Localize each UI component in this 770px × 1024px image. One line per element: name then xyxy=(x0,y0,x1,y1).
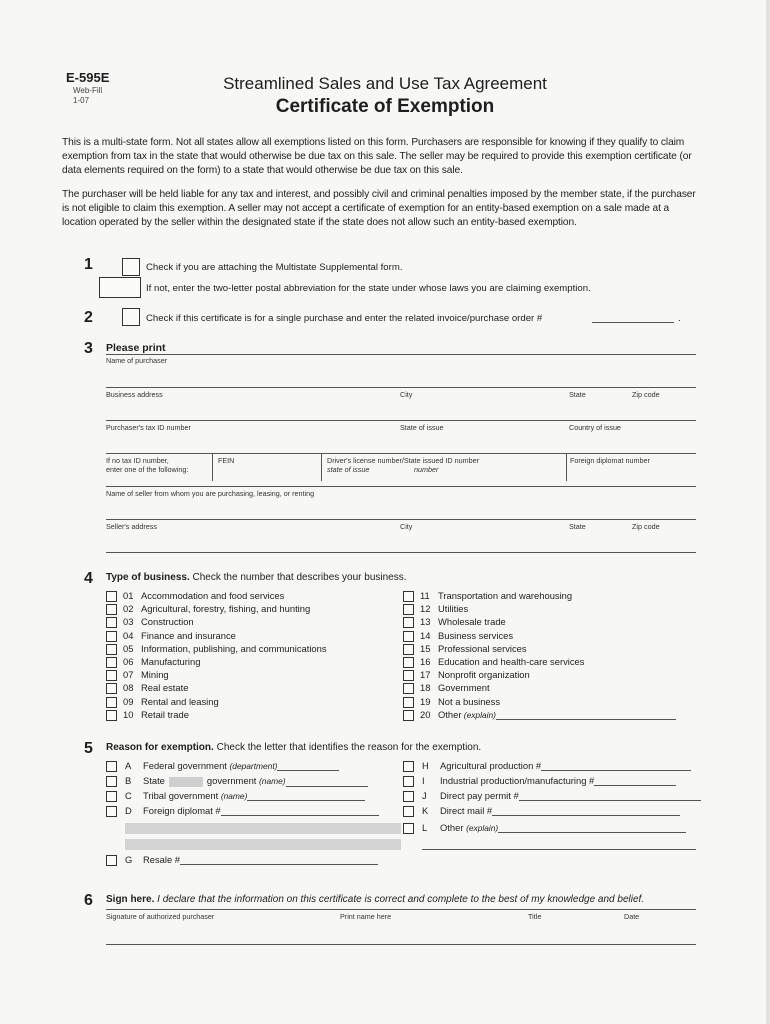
section-2-end: . xyxy=(678,313,681,324)
type-of-business-heading xyxy=(106,572,407,583)
reason-l-checkbox[interactable] xyxy=(403,823,414,834)
reason-j-checkbox[interactable] xyxy=(403,791,414,802)
section-6-number: 6 xyxy=(84,892,93,909)
business-label: Rental and leasing xyxy=(141,695,219,707)
reason-d-checkbox[interactable] xyxy=(106,806,117,817)
tax-id-label: Purchaser's tax ID number xyxy=(106,423,191,432)
section-1-number: 1 xyxy=(84,256,93,273)
diplomat-number-label: Foreign diplomat number xyxy=(570,456,650,465)
reason-c-field[interactable] xyxy=(247,790,365,801)
business-note: (explain) xyxy=(461,709,496,720)
reason-heading xyxy=(106,742,481,753)
business-type-11 xyxy=(420,590,572,601)
business-label: Education and health-care services xyxy=(438,656,585,667)
seller-address-field[interactable] xyxy=(106,519,696,520)
reason-c-checkbox[interactable] xyxy=(106,791,117,802)
reason-d-field[interactable] xyxy=(221,805,379,816)
state-name-redaction xyxy=(169,777,203,787)
reason-g: G Resale # xyxy=(125,854,378,865)
state-abbreviation-label: If not, enter the two-letter postal abbreviation for the state under whose laws you are claiming exemption. xyxy=(146,283,591,294)
business-code: 07 xyxy=(123,669,134,681)
business-code: 08 xyxy=(123,682,134,694)
business-code: 02 xyxy=(123,603,134,615)
reason-k: K Direct mail # xyxy=(422,805,680,816)
date-label: Date xyxy=(624,912,640,921)
resale-number-field[interactable] xyxy=(180,854,378,865)
redacted-area-1 xyxy=(125,823,401,834)
type-of-business-title: Type of business. xyxy=(106,572,190,583)
business-code: 16 xyxy=(420,656,431,667)
business-label: Professional services xyxy=(438,642,527,654)
business-type-05-checkbox[interactable] xyxy=(106,644,117,655)
sign-here-title: Sign here. xyxy=(106,894,155,905)
business-label: Not a business xyxy=(438,695,501,707)
seller-address-label: Seller's address xyxy=(106,522,157,531)
business-type-13-checkbox[interactable] xyxy=(403,617,414,628)
reason-i-checkbox[interactable] xyxy=(403,776,414,787)
business-type-03-checkbox[interactable] xyxy=(106,617,117,628)
business-type-12 xyxy=(420,603,468,614)
business-type-08-checkbox[interactable] xyxy=(106,683,117,694)
business-code: 14 xyxy=(420,629,431,641)
business-label: Information, publishing, and communications xyxy=(141,642,327,654)
reason-k-field[interactable] xyxy=(492,805,680,816)
intro-paragraph-1: This is a multi-state form. Not all states allow all exemptions listed on this form. Purchasers are responsible for knowing if they qualify to claim exemption from tax in the state that would otherwise be due tax on this sale. The seller may be required to provide this exemption certificate (or data elements required on the form) to a state that would otherwise be due tax on this sale. xyxy=(62,137,692,177)
multistate-supplemental-label: Check if you are attaching the Multistate Supplemental form. xyxy=(146,262,403,273)
no-tax-id-label-1: If no tax ID number, xyxy=(106,456,169,465)
business-type-14 xyxy=(420,630,513,641)
section-4-number: 4 xyxy=(84,570,93,587)
state-of-issue-label: State of issue xyxy=(400,423,444,432)
section-3-bottom-line xyxy=(106,552,696,553)
business-address-label: Business address xyxy=(106,390,163,399)
business-type-19-checkbox[interactable] xyxy=(403,697,414,708)
fein-label: FEIN xyxy=(218,456,235,465)
business-type-18 xyxy=(420,682,490,693)
business-label: Mining xyxy=(141,669,169,681)
business-type-12-checkbox[interactable] xyxy=(403,604,414,615)
agreement-title: Streamlined Sales and Use Tax Agreement xyxy=(223,74,547,93)
business-type-07 xyxy=(123,669,169,680)
business-type-17-checkbox[interactable] xyxy=(403,670,414,681)
seller-state-label: State xyxy=(569,522,586,531)
business-label: Utilities xyxy=(438,603,469,615)
business-type-20-checkbox[interactable] xyxy=(403,710,414,721)
business-type-02-checkbox[interactable] xyxy=(106,604,117,615)
redacted-area-2 xyxy=(125,839,401,850)
please-print-heading: Please print xyxy=(106,342,166,354)
reason-a-field[interactable] xyxy=(277,760,339,771)
reason-g-checkbox[interactable] xyxy=(106,855,117,866)
business-type-17 xyxy=(420,669,530,680)
business-type-15-checkbox[interactable] xyxy=(403,644,414,655)
page-title: Certificate of Exemption xyxy=(275,96,495,117)
business-type-14-checkbox[interactable] xyxy=(403,631,414,642)
state-label: State xyxy=(569,390,586,399)
business-type-16 xyxy=(420,656,584,667)
seller-city-label: City xyxy=(400,522,413,531)
signature-bottom-line xyxy=(106,944,696,945)
business-type-15 xyxy=(420,643,527,654)
reason-b-field[interactable] xyxy=(286,776,368,787)
business-type-10-checkbox[interactable] xyxy=(106,710,117,721)
business-type-02 xyxy=(123,603,310,614)
single-purchase-checkbox[interactable] xyxy=(122,308,140,326)
business-label: Retail trade xyxy=(141,708,189,720)
seller-name-label: Name of seller from whom you are purchasing, leasing, or renting xyxy=(106,489,315,498)
business-label: Other xyxy=(438,708,462,720)
dl-state-label: state of issue xyxy=(327,465,370,474)
title-label: Title xyxy=(528,912,542,921)
business-code: 20 xyxy=(420,708,431,720)
reason-h-field[interactable] xyxy=(541,760,691,771)
reason-b-checkbox[interactable] xyxy=(106,776,117,787)
business-code: 13 xyxy=(420,616,431,628)
business-label: Real estate xyxy=(141,682,189,694)
business-code: 01 xyxy=(123,590,134,601)
reason-j-field[interactable] xyxy=(519,790,701,801)
business-type-11-checkbox[interactable] xyxy=(403,591,414,602)
business-code: 10 xyxy=(123,708,134,720)
business-code: 15 xyxy=(420,642,431,654)
business-label: Construction xyxy=(141,616,194,628)
business-type-06-checkbox[interactable] xyxy=(106,657,117,668)
business-type-13 xyxy=(420,616,506,627)
sign-here-line xyxy=(106,894,644,905)
business-label: Government xyxy=(438,682,490,694)
id-divider-1 xyxy=(212,453,213,481)
purchaser-name-field[interactable] xyxy=(106,354,696,355)
multistate-supplemental-checkbox[interactable] xyxy=(122,258,140,276)
declaration-text: I declare that the information on this certificate is correct and complete to the best of my knowledge and belief. xyxy=(157,894,645,905)
business-type-20 xyxy=(420,709,676,720)
section-5-number: 5 xyxy=(84,740,93,757)
tax-id-field[interactable] xyxy=(106,420,696,421)
business-code: 09 xyxy=(123,695,134,707)
business-code: 18 xyxy=(420,682,431,694)
business-address-field[interactable] xyxy=(106,387,696,388)
type-of-business-instruction: Check the number that describes your business. xyxy=(192,572,407,583)
signature-field[interactable] xyxy=(106,909,696,910)
city-label: City xyxy=(400,390,413,399)
business-type-16-checkbox[interactable] xyxy=(403,657,414,668)
business-label: Business services xyxy=(438,629,514,641)
revision-label: 1-07 xyxy=(73,96,90,105)
seller-zip-label: Zip code xyxy=(632,522,660,531)
purchaser-name-label: Name of purchaser xyxy=(106,356,168,365)
reason-h-checkbox[interactable] xyxy=(403,761,414,772)
scan-edge xyxy=(766,0,770,1024)
reason-a-checkbox[interactable] xyxy=(106,761,117,772)
reason-c: C Tribal government (name) xyxy=(125,790,365,801)
reason-i-field[interactable] xyxy=(594,775,676,786)
reason-b: B State government (name) xyxy=(125,775,368,787)
reason-l-field[interactable] xyxy=(498,822,686,833)
business-type-09-checkbox[interactable] xyxy=(106,697,117,708)
business-type-04-checkbox[interactable] xyxy=(106,631,117,642)
business-code: 11 xyxy=(420,590,430,601)
business-type-07-checkbox[interactable] xyxy=(106,670,117,681)
reason-i: I Industrial production/manufacturing # xyxy=(422,775,676,786)
business-label: Nonprofit organization xyxy=(438,669,530,681)
business-type-03 xyxy=(123,616,194,627)
business-label: Accommodation and food services xyxy=(141,590,285,601)
business-type-04 xyxy=(123,630,236,641)
reason-h: H Agricultural production # xyxy=(422,760,691,771)
state-abbreviation-input[interactable] xyxy=(99,277,141,298)
id-row-top-line xyxy=(106,453,696,454)
business-type-19 xyxy=(420,696,500,707)
business-type-01 xyxy=(123,590,284,601)
business-other-field[interactable] xyxy=(496,709,676,720)
business-label: Finance and insurance xyxy=(141,629,236,641)
reason-title: Reason for exemption. xyxy=(106,742,214,753)
intro-paragraph-2: The purchaser will be held liable for any tax and interest, and possibly civil and criminal penalties imposed by the member state, if the purchaser is not eligible to claim this exemption. A seller may not accept a certificate of exemption for an entity-based exemption on a sale made at a location operated by the seller within the designated state if the state does not allow such an entity-based exemption. xyxy=(62,189,696,229)
signature-label: Signature of authorized purchaser xyxy=(106,912,215,921)
id-divider-2 xyxy=(321,453,322,481)
reason-instruction: Check the letter that identifies the reason for the exemption. xyxy=(216,742,482,753)
business-code: 04 xyxy=(123,629,134,641)
seller-name-field[interactable] xyxy=(106,486,696,487)
reason-d: D Foreign diplomat # xyxy=(125,805,379,816)
id-divider-3 xyxy=(566,453,567,481)
business-code: 12 xyxy=(420,603,431,615)
business-type-01-checkbox[interactable] xyxy=(106,591,117,602)
web-fill-label: Web-Fill xyxy=(73,86,103,95)
business-label: Transportation and warehousing xyxy=(438,590,573,601)
business-code: 05 xyxy=(123,642,134,654)
single-purchase-label: Check if this certificate is for a single purchase and enter the related invoice/purchase order # xyxy=(146,313,543,324)
country-of-issue-label: Country of issue xyxy=(569,423,621,432)
business-type-08 xyxy=(123,682,188,693)
business-label: Manufacturing xyxy=(141,656,201,667)
business-type-09 xyxy=(123,696,219,707)
section-2-number: 2 xyxy=(84,309,93,326)
no-tax-id-label-2: enter one of the following: xyxy=(106,465,189,474)
business-code: 06 xyxy=(123,656,134,667)
invoice-number-field[interactable] xyxy=(592,322,674,323)
business-label: Wholesale trade xyxy=(438,616,506,628)
form-number: E-595E xyxy=(66,70,110,85)
business-code: 03 xyxy=(123,616,134,628)
business-type-06 xyxy=(123,656,200,667)
business-type-10 xyxy=(123,709,189,720)
drivers-license-label: Driver's license number/State issued ID number xyxy=(327,456,479,465)
business-label: Agricultural, forestry, fishing, and hunting xyxy=(141,603,311,615)
business-code: 19 xyxy=(420,695,431,707)
business-type-05 xyxy=(123,643,327,654)
print-name-label: Print name here xyxy=(340,912,392,921)
zip-label: Zip code xyxy=(632,390,660,399)
reason-a: A Federal government (department) xyxy=(125,760,339,771)
reason-l: L Other (explain) xyxy=(422,822,686,833)
business-code: 17 xyxy=(420,669,431,681)
business-type-18-checkbox[interactable] xyxy=(403,683,414,694)
reason-j: J Direct pay permit # xyxy=(422,790,701,801)
reason-l-field-2[interactable] xyxy=(422,849,696,850)
reason-k-checkbox[interactable] xyxy=(403,806,414,817)
section-3-number: 3 xyxy=(84,340,93,357)
dl-number-label: number xyxy=(414,465,439,474)
